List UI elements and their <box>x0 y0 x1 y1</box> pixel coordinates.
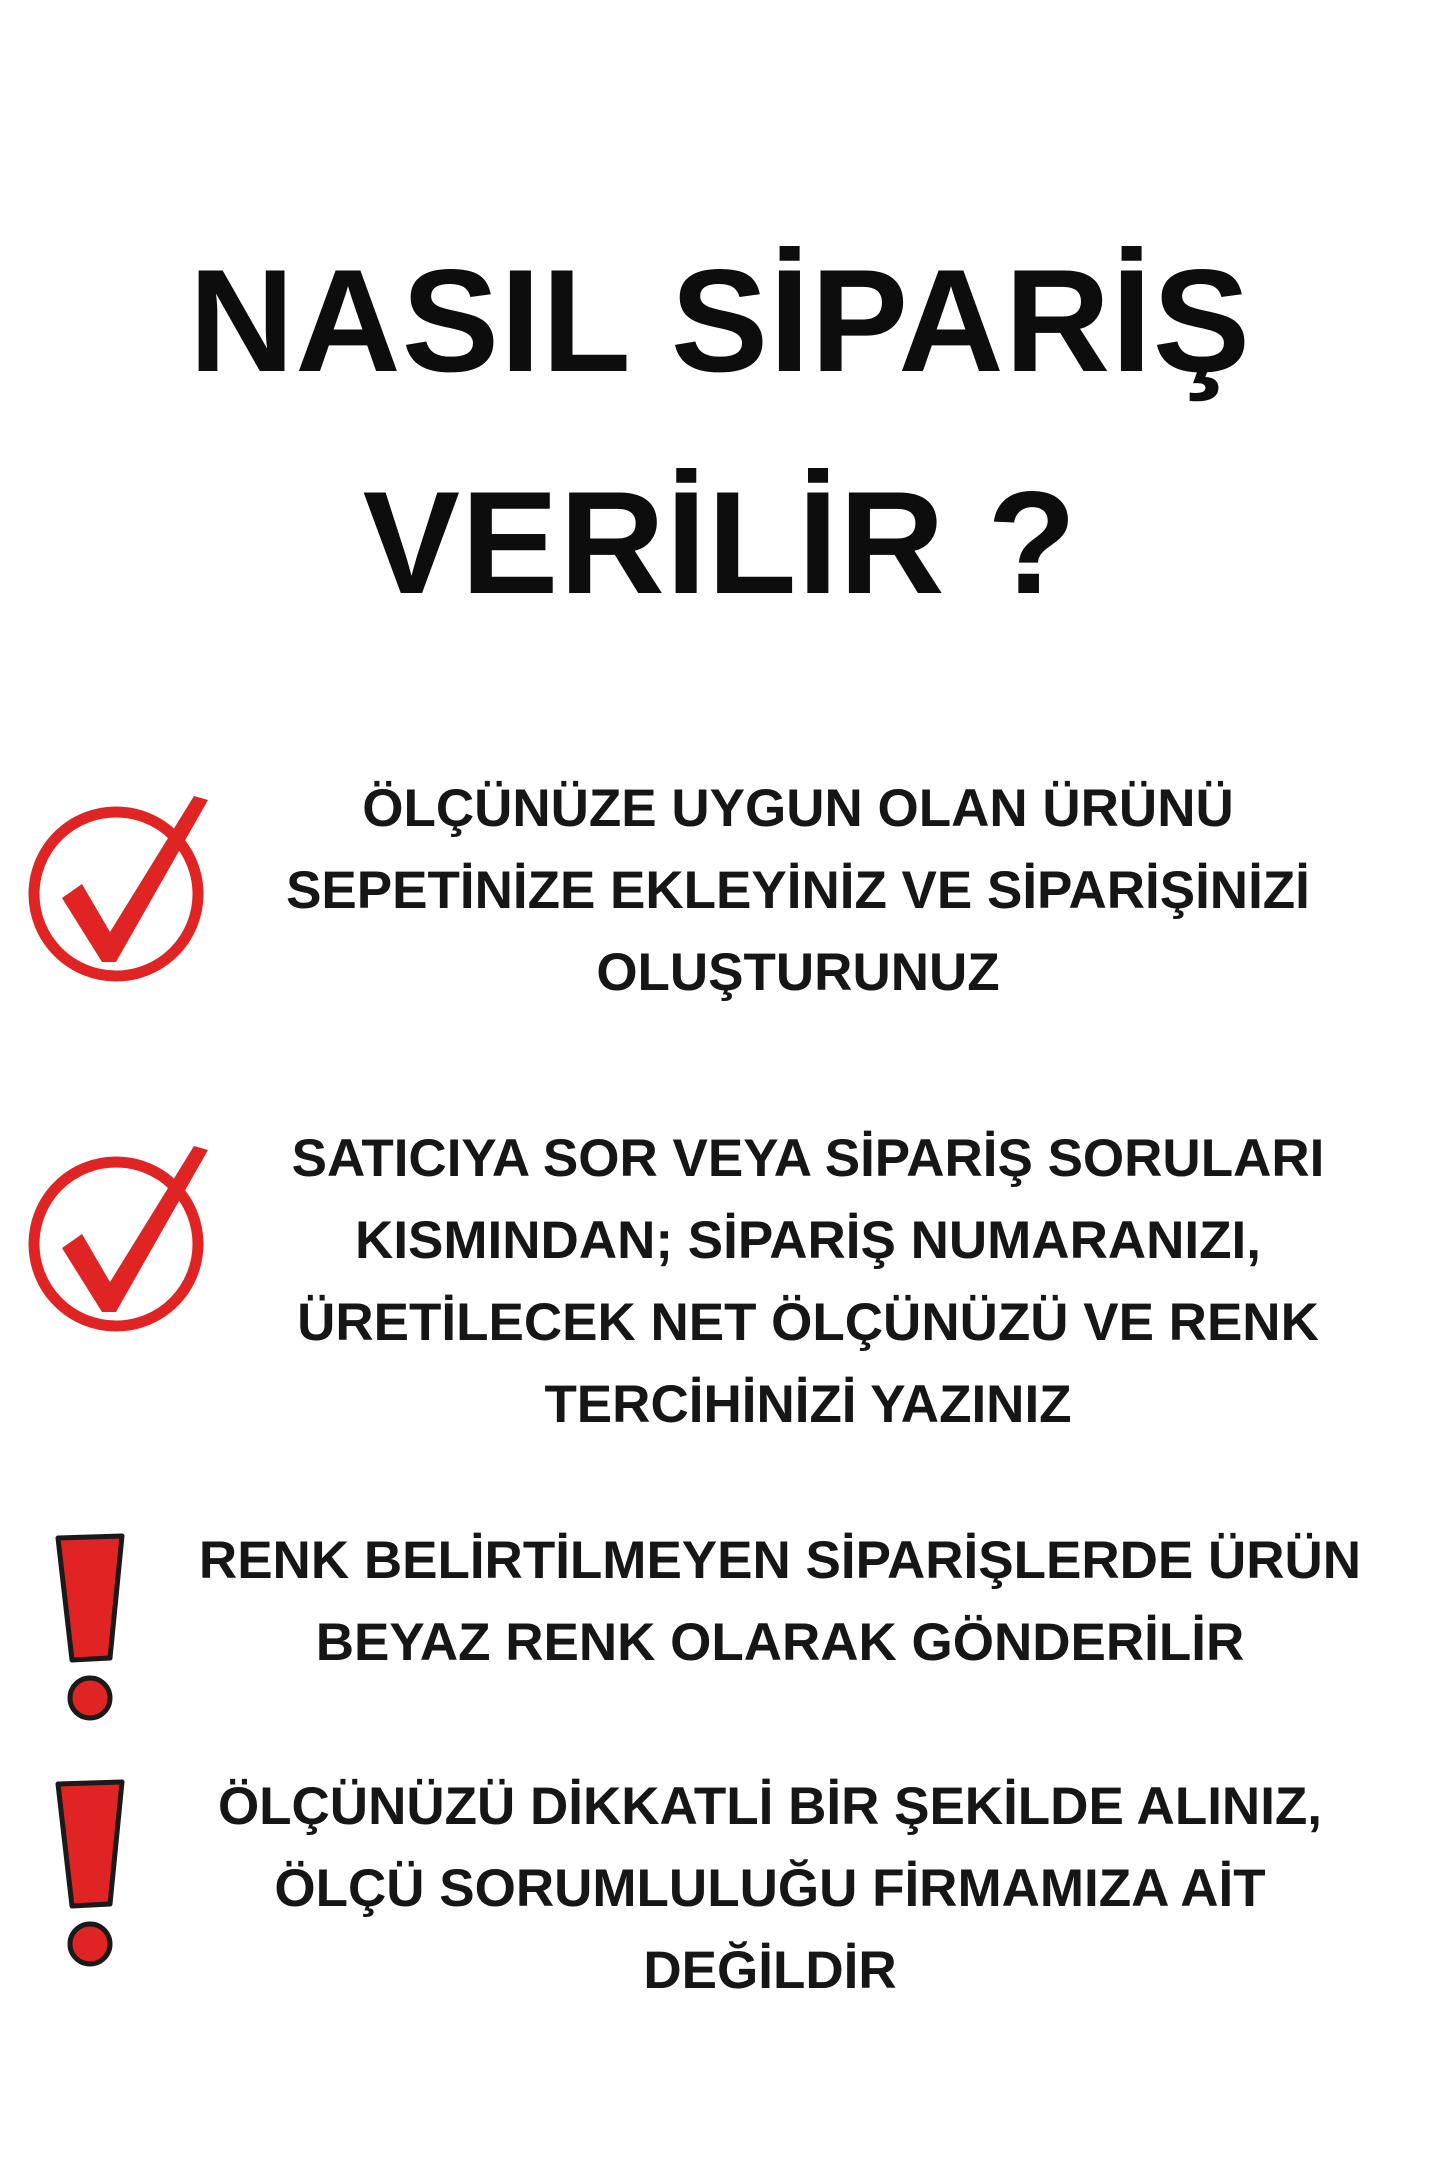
instruction-line: SATICIYA SOR VEYA SİPARİŞ SORULARI <box>291 1129 1325 1188</box>
instruction-line: ÜRETİLECEK NET ÖLÇÜNÜZÜ VE RENK <box>297 1293 1319 1352</box>
title-line-1: NASIL SİPARİŞ <box>188 239 1252 402</box>
instruction-item-2 <box>0 1118 1440 1458</box>
warning-item-1 <box>0 1520 1440 1710</box>
instruction-line: KISMINDAN; SİPARİŞ NUMARANIZI, <box>355 1211 1261 1270</box>
title-line-2: VERİLİR ? <box>362 461 1078 624</box>
page-title <box>0 210 1440 654</box>
instruction-line: TERCİHİNİZİ YAZINIZ <box>544 1375 1072 1434</box>
instruction-line: OLUŞTURUNUZ <box>596 943 1000 1002</box>
instruction-item-1 <box>0 768 1440 1028</box>
warning-text-2 <box>140 1766 1400 2012</box>
instruction-text-2 <box>218 1118 1398 1446</box>
exclamation-icon <box>50 1776 130 1976</box>
warning-line: BEYAZ RENK OLARAK GÖNDERİLİR <box>315 1613 1245 1672</box>
exclamation-icon <box>50 1530 130 1730</box>
warning-line: DEĞİLDİR <box>643 1941 897 2000</box>
warning-line: ÖLÇÜ SORUMLULUĞU FİRMAMIZA AİT <box>274 1859 1266 1918</box>
check-circle-icon <box>24 1136 224 1336</box>
warning-text-1 <box>130 1520 1430 1684</box>
instruction-text-1 <box>208 768 1388 1014</box>
warning-line: ÖLÇÜNÜZÜ DİKKATLİ BİR ŞEKİLDE ALINIZ, <box>217 1777 1323 1836</box>
warning-item-2 <box>0 1766 1440 2036</box>
warning-line: RENK BELİRTİLMEYEN SİPARİŞLERDE ÜRÜN <box>198 1531 1362 1590</box>
instruction-line: SEPETİNİZE EKLEYİNİZ VE SİPARİŞİNİZİ <box>286 861 1310 920</box>
check-circle-icon <box>24 786 224 986</box>
instruction-line: ÖLÇÜNÜZE UYGUN OLAN ÜRÜNÜ <box>362 779 1234 838</box>
